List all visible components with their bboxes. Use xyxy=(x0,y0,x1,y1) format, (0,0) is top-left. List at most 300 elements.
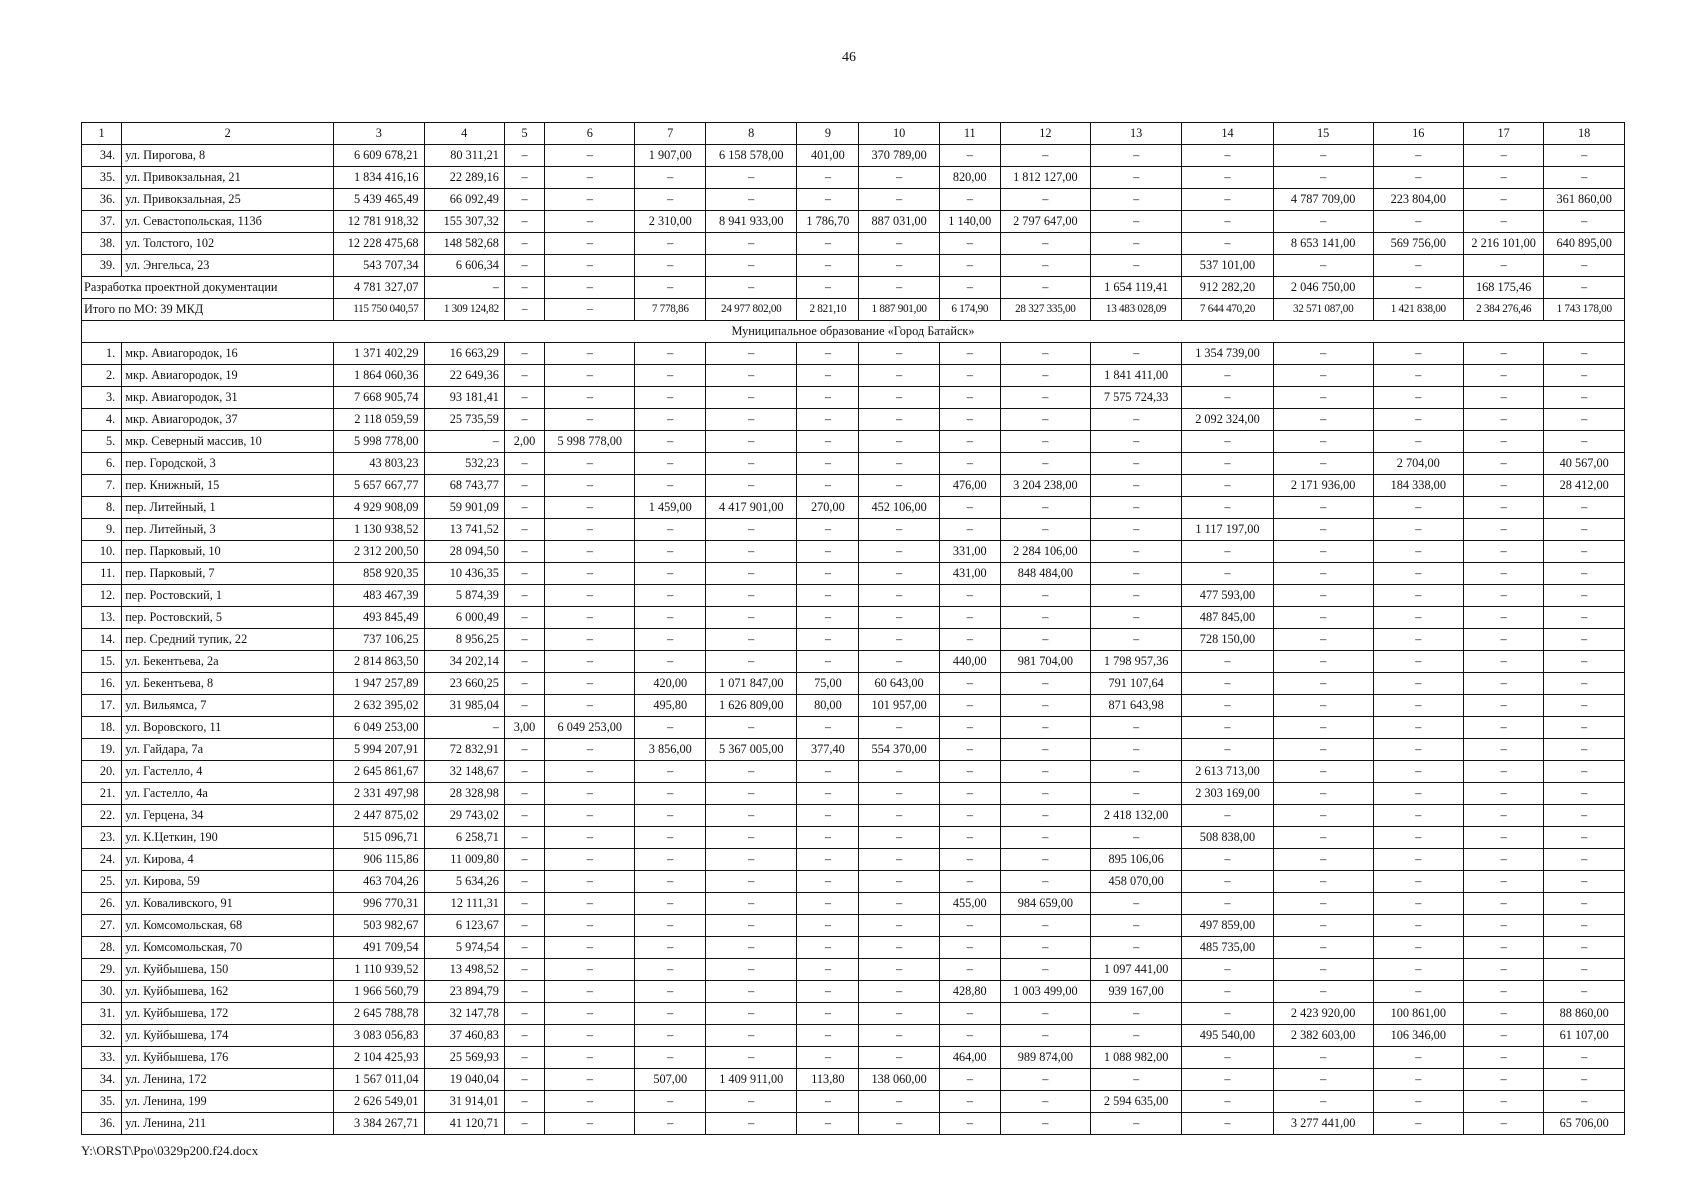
table-cell: – xyxy=(939,761,1000,783)
table-cell: – xyxy=(1463,607,1543,629)
table-cell: – xyxy=(859,1025,939,1047)
table-cell: – xyxy=(635,651,706,673)
table-cell: – xyxy=(1373,211,1463,233)
table-cell: – xyxy=(1182,431,1273,453)
table-cell: 115 750 040,57 xyxy=(334,299,424,321)
table-cell: 431,00 xyxy=(939,563,1000,585)
table-cell: – xyxy=(545,299,635,321)
table-cell: – xyxy=(939,1025,1000,1047)
table-cell: – xyxy=(504,629,544,651)
table-cell: – xyxy=(545,387,635,409)
table-cell: – xyxy=(1373,739,1463,761)
table-cell: – xyxy=(1463,519,1543,541)
table-cell: – xyxy=(939,453,1000,475)
table-cell: – xyxy=(1273,871,1373,893)
table-cell: – xyxy=(1544,981,1625,1003)
table-cell: – xyxy=(1463,761,1543,783)
table-cell: – xyxy=(859,431,939,453)
table-cell: 463 704,26 xyxy=(334,871,424,893)
table-cell: – xyxy=(1182,651,1273,673)
table-cell: 28 094,50 xyxy=(424,541,504,563)
table-cell: – xyxy=(504,893,544,915)
table-cell: – xyxy=(1090,343,1181,365)
table-cell: – xyxy=(797,365,859,387)
column-header: 17 xyxy=(1463,123,1543,145)
table-cell: – xyxy=(1373,1069,1463,1091)
table-cell: – xyxy=(504,519,544,541)
table-cell: 2 821,10 xyxy=(797,299,859,321)
table-cell: – xyxy=(859,409,939,431)
table-cell: – xyxy=(1463,387,1543,409)
table-cell: 2 104 425,93 xyxy=(334,1047,424,1069)
column-header: 6 xyxy=(545,123,635,145)
table-cell: – xyxy=(1090,167,1181,189)
table-cell: – xyxy=(1544,343,1625,365)
table-cell: – xyxy=(1373,541,1463,563)
table-cell: – xyxy=(1273,805,1373,827)
table-cell: – xyxy=(1182,1113,1273,1135)
table-cell: – xyxy=(706,849,797,871)
table-row xyxy=(82,761,1625,783)
address-cell: пер. Парковый, 10 xyxy=(122,541,334,563)
table-cell: – xyxy=(635,761,706,783)
table-cell: – xyxy=(504,1047,544,1069)
table-cell: – xyxy=(1182,233,1273,255)
table-cell: 5 974,54 xyxy=(424,937,504,959)
table-cell: 370 789,00 xyxy=(859,145,939,167)
table-cell: – xyxy=(939,717,1000,739)
table-cell: 65 706,00 xyxy=(1544,1113,1625,1135)
table-cell: – xyxy=(706,519,797,541)
table-cell: – xyxy=(1182,849,1273,871)
table-cell: – xyxy=(939,607,1000,629)
table-cell: – xyxy=(1544,783,1625,805)
table-cell: 1 003 499,00 xyxy=(1000,981,1090,1003)
table-cell: – xyxy=(1373,343,1463,365)
table-cell: 13 498,52 xyxy=(424,959,504,981)
table-cell: – xyxy=(545,1003,635,1025)
table-cell: – xyxy=(706,409,797,431)
table-cell: – xyxy=(504,1091,544,1113)
table-cell: 5 439 465,49 xyxy=(334,189,424,211)
row-number: 14. xyxy=(82,629,122,651)
address-cell: ул. Куйбышева, 150 xyxy=(122,959,334,981)
table-cell: 497 859,00 xyxy=(1182,915,1273,937)
table-cell: – xyxy=(1182,563,1273,585)
table-cell: – xyxy=(1373,629,1463,651)
table-cell: 483 467,39 xyxy=(334,585,424,607)
table-cell: – xyxy=(635,805,706,827)
table-cell: – xyxy=(797,717,859,739)
table-cell: 88 860,00 xyxy=(1544,1003,1625,1025)
table-cell: – xyxy=(635,563,706,585)
table-cell: 8 653 141,00 xyxy=(1273,233,1373,255)
table-cell: – xyxy=(545,343,635,365)
table-cell: – xyxy=(1182,145,1273,167)
table-cell: 820,00 xyxy=(939,167,1000,189)
address-cell: ул. К.Цеткин, 190 xyxy=(122,827,334,849)
table-cell: – xyxy=(504,167,544,189)
table-cell: – xyxy=(504,695,544,717)
table-cell: – xyxy=(504,915,544,937)
table-cell: – xyxy=(1273,541,1373,563)
table-cell: 32 148,67 xyxy=(424,761,504,783)
row-number: 20. xyxy=(82,761,122,783)
table-cell: 871 643,98 xyxy=(1090,695,1181,717)
table-cell: – xyxy=(545,519,635,541)
table-cell: – xyxy=(635,585,706,607)
table-cell: 28 412,00 xyxy=(1544,475,1625,497)
address-cell: ул. Энгельса, 23 xyxy=(122,255,334,277)
address-cell: ул. Бекентьева, 2а xyxy=(122,651,334,673)
table-cell: – xyxy=(1373,673,1463,695)
row-number: 27. xyxy=(82,915,122,937)
table-cell: 4 417 901,00 xyxy=(706,497,797,519)
table-cell: – xyxy=(939,783,1000,805)
table-cell: 791 107,64 xyxy=(1090,673,1181,695)
table-cell: – xyxy=(1273,145,1373,167)
table-cell: 981 704,00 xyxy=(1000,651,1090,673)
table-cell: 6 049 253,00 xyxy=(334,717,424,739)
table-cell: 455,00 xyxy=(939,893,1000,915)
table-cell: – xyxy=(706,893,797,915)
table-cell: – xyxy=(797,849,859,871)
table-cell: – xyxy=(545,871,635,893)
table-cell: – xyxy=(1182,695,1273,717)
table-cell: 493 845,49 xyxy=(334,607,424,629)
table-cell: – xyxy=(1373,893,1463,915)
table-cell: 28 328,98 xyxy=(424,783,504,805)
table-cell: – xyxy=(545,1047,635,1069)
table-cell: – xyxy=(1000,519,1090,541)
table-cell: – xyxy=(1000,1113,1090,1135)
row-number: 26. xyxy=(82,893,122,915)
table-cell: 2 331 497,98 xyxy=(334,783,424,805)
table-cell: – xyxy=(1373,277,1463,299)
address-cell: ул. Привокзальная, 25 xyxy=(122,189,334,211)
table-cell: – xyxy=(1463,1003,1543,1025)
table-cell: 1 354 739,00 xyxy=(1182,343,1273,365)
table-cell: – xyxy=(1463,409,1543,431)
table-cell: – xyxy=(504,189,544,211)
table-cell: 61 107,00 xyxy=(1544,1025,1625,1047)
column-header: 5 xyxy=(504,123,544,145)
table-cell: – xyxy=(1090,1003,1181,1025)
table-cell: – xyxy=(939,805,1000,827)
table-cell: – xyxy=(1373,695,1463,717)
table-cell: – xyxy=(545,783,635,805)
table-cell: 361 860,00 xyxy=(1544,189,1625,211)
table-cell: 1 421 838,00 xyxy=(1373,299,1463,321)
table-cell: 1 130 938,52 xyxy=(334,519,424,541)
table-cell: – xyxy=(939,673,1000,695)
address-cell: пер. Средний тупик, 22 xyxy=(122,629,334,651)
table-cell: – xyxy=(859,871,939,893)
table-cell: – xyxy=(797,255,859,277)
table-cell: – xyxy=(1544,277,1625,299)
table-row xyxy=(82,189,1625,211)
table-cell: – xyxy=(797,607,859,629)
table-cell: – xyxy=(635,607,706,629)
table-cell: – xyxy=(797,519,859,541)
table-cell: – xyxy=(1273,409,1373,431)
table-cell: – xyxy=(1090,607,1181,629)
table-row xyxy=(82,695,1625,717)
design-row xyxy=(82,277,1625,299)
table-cell: – xyxy=(635,915,706,937)
table-cell: – xyxy=(859,255,939,277)
table-cell: 6 609 678,21 xyxy=(334,145,424,167)
table-cell: – xyxy=(1544,761,1625,783)
table-cell: 906 115,86 xyxy=(334,849,424,871)
table-cell: – xyxy=(1373,167,1463,189)
table-cell: – xyxy=(939,365,1000,387)
table-cell: 6 123,67 xyxy=(424,915,504,937)
table-cell: – xyxy=(1373,871,1463,893)
table-cell: 1 966 560,79 xyxy=(334,981,424,1003)
table-cell: 32 571 087,00 xyxy=(1273,299,1373,321)
table-cell: 34 202,14 xyxy=(424,651,504,673)
table-cell: 485 735,00 xyxy=(1182,937,1273,959)
table-cell: 984 659,00 xyxy=(1000,893,1090,915)
table-cell: – xyxy=(939,937,1000,959)
table-row xyxy=(82,1025,1625,1047)
table-cell: 1 786,70 xyxy=(797,211,859,233)
table-row xyxy=(82,849,1625,871)
table-cell: – xyxy=(1090,937,1181,959)
table-cell: – xyxy=(939,343,1000,365)
table-cell: – xyxy=(424,277,504,299)
table-cell: – xyxy=(1273,739,1373,761)
table-cell: 895 106,06 xyxy=(1090,849,1181,871)
table-cell: 495,80 xyxy=(635,695,706,717)
table-cell: – xyxy=(1463,1113,1543,1135)
table-cell: 6 258,71 xyxy=(424,827,504,849)
table-cell: 16 663,29 xyxy=(424,343,504,365)
table-cell: – xyxy=(1000,409,1090,431)
table-cell: – xyxy=(859,1113,939,1135)
table-cell: 1 798 957,36 xyxy=(1090,651,1181,673)
table-cell: 13 483 028,09 xyxy=(1090,299,1181,321)
table-row xyxy=(82,255,1625,277)
table-cell: – xyxy=(859,937,939,959)
row-number: 37. xyxy=(82,211,122,233)
table-cell: 1 309 124,82 xyxy=(424,299,504,321)
footer-file-path: Y:\ORST\Ppo\0329p200.f24.docx xyxy=(81,1143,259,1158)
table-cell: 939 167,00 xyxy=(1090,981,1181,1003)
table-cell: 106 346,00 xyxy=(1373,1025,1463,1047)
table-cell: – xyxy=(797,959,859,981)
table-cell: – xyxy=(706,937,797,959)
row-number: 11. xyxy=(82,563,122,585)
table-cell: – xyxy=(504,673,544,695)
table-cell: – xyxy=(1273,673,1373,695)
table-row xyxy=(82,431,1625,453)
table-cell: – xyxy=(1544,211,1625,233)
table-cell: – xyxy=(706,563,797,585)
table-cell: 1 654 119,41 xyxy=(1090,277,1181,299)
table-row xyxy=(82,563,1625,585)
table-cell: – xyxy=(797,563,859,585)
address-cell: ул. Толстого, 102 xyxy=(122,233,334,255)
table-cell: – xyxy=(1463,255,1543,277)
table-cell: – xyxy=(504,607,544,629)
table-cell: – xyxy=(1463,453,1543,475)
table-cell: – xyxy=(797,871,859,893)
table-cell: 487 845,00 xyxy=(1182,607,1273,629)
table-cell: – xyxy=(859,607,939,629)
address-cell: ул. Герцена, 34 xyxy=(122,805,334,827)
table-cell: – xyxy=(504,761,544,783)
table-cell: – xyxy=(635,1047,706,1069)
table-cell: – xyxy=(1000,255,1090,277)
table-row xyxy=(82,145,1625,167)
table-cell: – xyxy=(1273,519,1373,541)
table-cell: – xyxy=(1373,761,1463,783)
table-cell: – xyxy=(545,761,635,783)
table-cell: – xyxy=(939,739,1000,761)
table-cell: – xyxy=(706,255,797,277)
table-cell: – xyxy=(545,211,635,233)
table-cell: – xyxy=(1273,1069,1373,1091)
table-row xyxy=(82,893,1625,915)
row-number: 19. xyxy=(82,739,122,761)
table-row xyxy=(82,871,1625,893)
table-cell: – xyxy=(1544,519,1625,541)
table-cell: – xyxy=(1373,585,1463,607)
table-cell: – xyxy=(1273,761,1373,783)
row-number: 5. xyxy=(82,431,122,453)
table-cell: – xyxy=(1373,365,1463,387)
table-cell: – xyxy=(504,981,544,1003)
row-number: 36. xyxy=(82,1113,122,1135)
table-cell: – xyxy=(706,805,797,827)
table-cell: – xyxy=(1000,739,1090,761)
table-cell: 223 804,00 xyxy=(1373,189,1463,211)
table-cell: 2 312 200,50 xyxy=(334,541,424,563)
table-cell: 537 101,00 xyxy=(1182,255,1273,277)
table-cell: – xyxy=(635,189,706,211)
table-cell: – xyxy=(706,651,797,673)
table-row xyxy=(82,519,1625,541)
table-cell: 25 569,93 xyxy=(424,1047,504,1069)
table-cell: 428,80 xyxy=(939,981,1000,1003)
table-cell: 2 613 713,00 xyxy=(1182,761,1273,783)
table-cell: – xyxy=(1000,1003,1090,1025)
table-cell: – xyxy=(1544,497,1625,519)
table-cell: – xyxy=(545,849,635,871)
table-cell: 515 096,71 xyxy=(334,827,424,849)
table-cell: 507,00 xyxy=(635,1069,706,1091)
table-cell: – xyxy=(797,277,859,299)
table-cell: – xyxy=(1000,387,1090,409)
table-cell: – xyxy=(504,277,544,299)
table-cell: – xyxy=(1000,343,1090,365)
table-cell: – xyxy=(1373,651,1463,673)
table-cell: – xyxy=(1544,849,1625,871)
table-cell: 184 338,00 xyxy=(1373,475,1463,497)
table-cell: – xyxy=(1090,519,1181,541)
table-row xyxy=(82,673,1625,695)
table-cell: – xyxy=(504,827,544,849)
address-cell: пер. Ростовский, 1 xyxy=(122,585,334,607)
table-cell: – xyxy=(504,585,544,607)
table-cell: – xyxy=(1544,739,1625,761)
table-cell: – xyxy=(635,167,706,189)
table-cell: 640 895,00 xyxy=(1544,233,1625,255)
table-cell: – xyxy=(1463,211,1543,233)
row-number: 12. xyxy=(82,585,122,607)
table-cell: – xyxy=(1273,563,1373,585)
table-cell: – xyxy=(1463,739,1543,761)
table-cell: – xyxy=(635,783,706,805)
table-row xyxy=(82,585,1625,607)
table-cell: – xyxy=(797,937,859,959)
table-cell: 3 204 238,00 xyxy=(1000,475,1090,497)
table-cell: 1 071 847,00 xyxy=(706,673,797,695)
table-cell: – xyxy=(504,233,544,255)
table-cell: – xyxy=(1373,937,1463,959)
table-cell: – xyxy=(1182,717,1273,739)
table-cell: – xyxy=(1090,233,1181,255)
row-number: 7. xyxy=(82,475,122,497)
table-cell: – xyxy=(504,1003,544,1025)
table-cell: – xyxy=(545,981,635,1003)
table-cell: – xyxy=(939,431,1000,453)
table-cell: – xyxy=(706,541,797,563)
table-cell: – xyxy=(635,1113,706,1135)
address-cell: пер. Книжный, 15 xyxy=(122,475,334,497)
table-cell: – xyxy=(859,805,939,827)
table-cell: – xyxy=(1544,937,1625,959)
column-header: 9 xyxy=(797,123,859,145)
table-cell: – xyxy=(1373,519,1463,541)
table-cell: – xyxy=(1373,783,1463,805)
table-cell: – xyxy=(797,167,859,189)
table-cell: – xyxy=(706,189,797,211)
table-cell: – xyxy=(545,1113,635,1135)
table-cell: – xyxy=(797,233,859,255)
table-cell: – xyxy=(1463,717,1543,739)
table-cell: 7 575 724,33 xyxy=(1090,387,1181,409)
table-cell: 1 947 257,89 xyxy=(334,673,424,695)
table-cell: – xyxy=(1544,1047,1625,1069)
table-cell: – xyxy=(1463,915,1543,937)
table-cell: 420,00 xyxy=(635,673,706,695)
table-cell: 2 118 059,59 xyxy=(334,409,424,431)
table-cell: 60 643,00 xyxy=(859,673,939,695)
table-cell: 495 540,00 xyxy=(1182,1025,1273,1047)
table-cell: – xyxy=(1090,1025,1181,1047)
table-cell: – xyxy=(504,497,544,519)
table-cell: – xyxy=(635,387,706,409)
table-cell: – xyxy=(706,1091,797,1113)
table-cell: – xyxy=(1000,1091,1090,1113)
table-cell: – xyxy=(1463,343,1543,365)
table-cell: 148 582,68 xyxy=(424,233,504,255)
table-cell: – xyxy=(1544,651,1625,673)
table-cell: – xyxy=(1463,959,1543,981)
table-cell: – xyxy=(545,365,635,387)
table-row xyxy=(82,343,1625,365)
table-cell: 59 901,09 xyxy=(424,497,504,519)
table-cell: – xyxy=(545,651,635,673)
table-cell: – xyxy=(1463,827,1543,849)
table-cell: 3,00 xyxy=(504,717,544,739)
table-cell: – xyxy=(1000,805,1090,827)
table-cell: – xyxy=(859,563,939,585)
table-cell: 2 423 920,00 xyxy=(1273,1003,1373,1025)
